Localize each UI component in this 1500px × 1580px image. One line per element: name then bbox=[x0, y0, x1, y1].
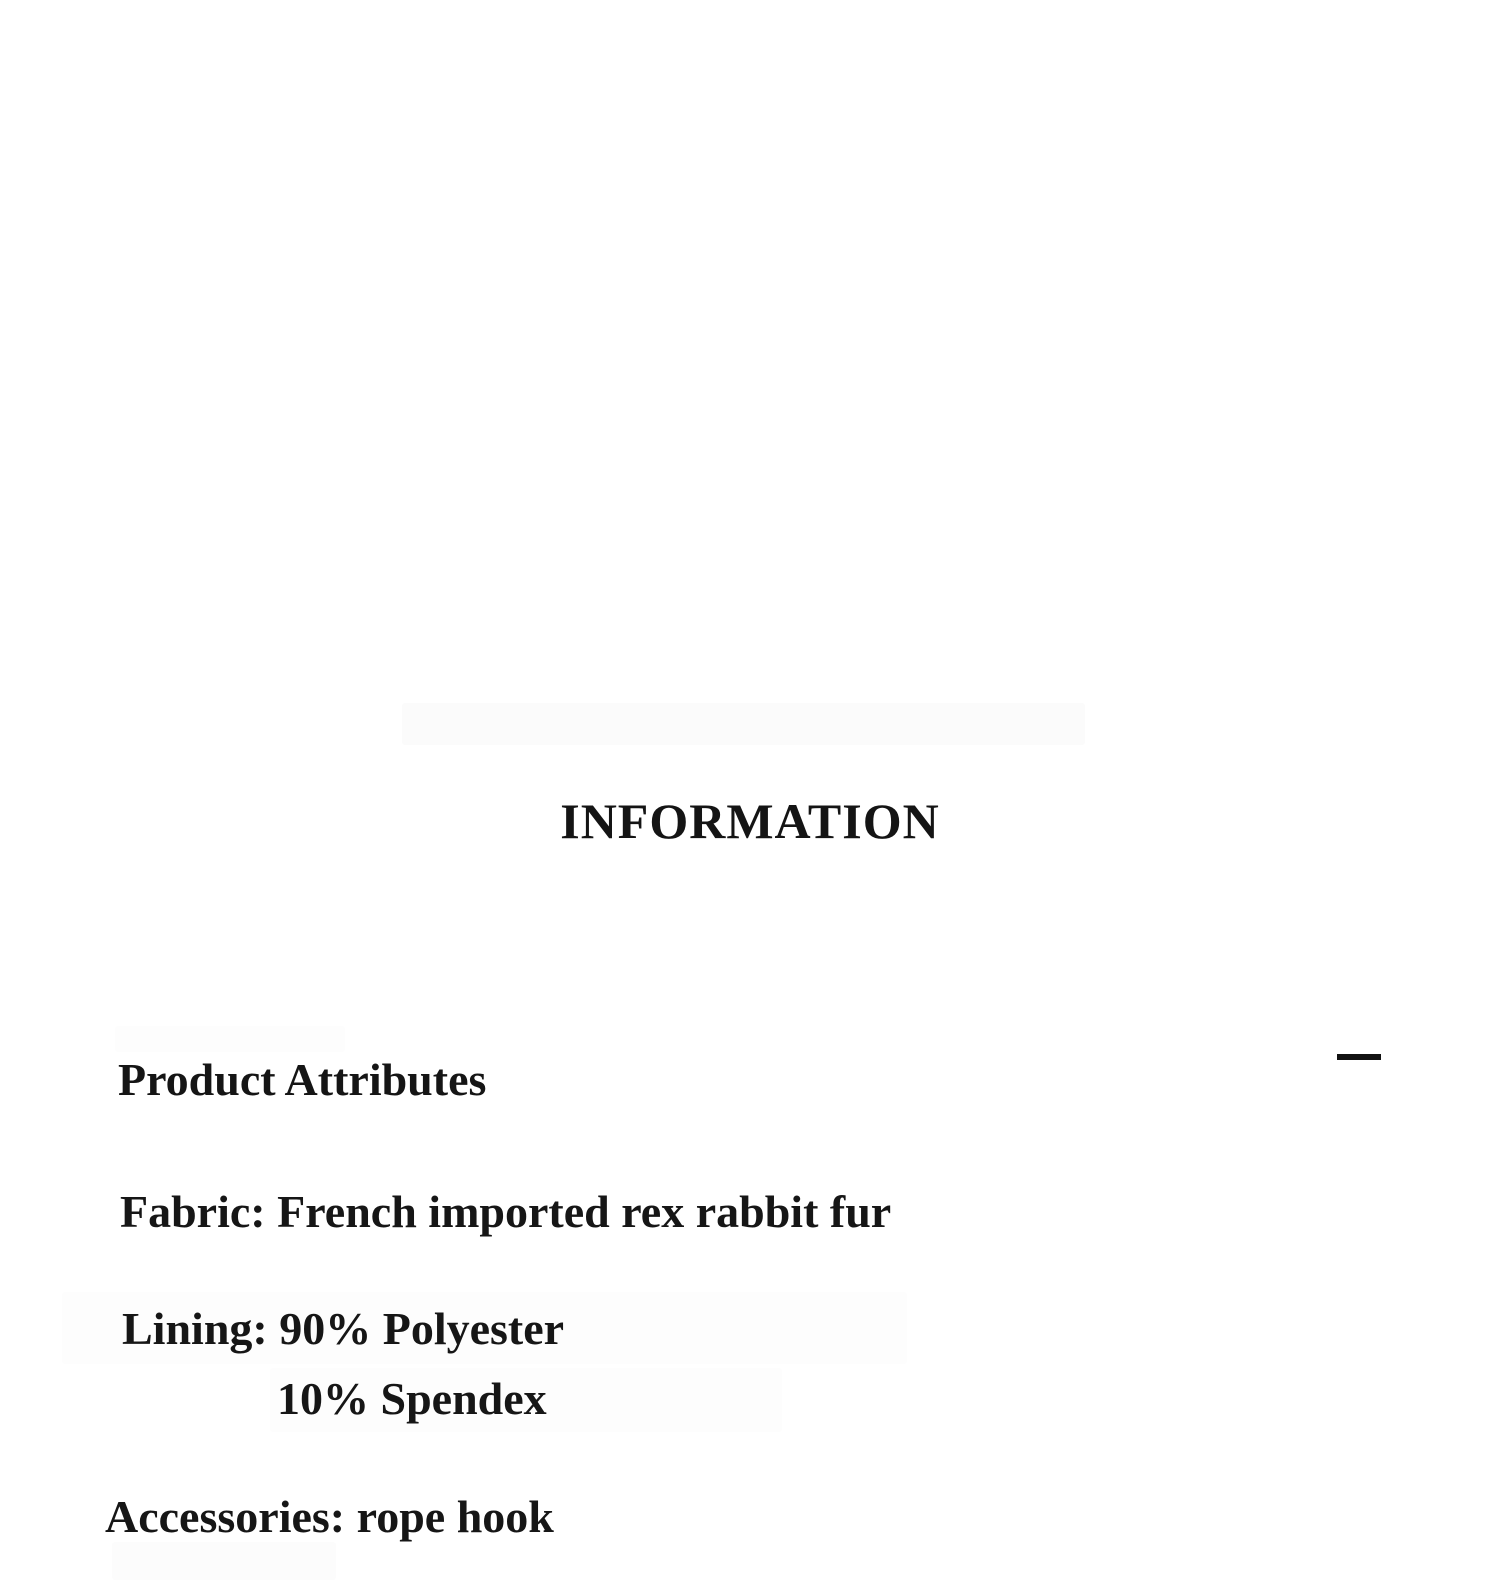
accordion-header-product-attributes[interactable] bbox=[0, 1030, 1500, 1110]
faint-band-top bbox=[402, 703, 1085, 745]
attribute-line-lining-continued: 10% Spendex bbox=[277, 1373, 547, 1424]
attribute-line-lining: Lining: 90% Polyester bbox=[122, 1303, 565, 1354]
attribute-line-accessories: Accessories: rope hook bbox=[105, 1491, 554, 1542]
attribute-line-fabric: Fabric: French imported rex rabbit fur bbox=[120, 1186, 892, 1237]
minus-icon bbox=[1337, 1054, 1381, 1060]
collapse-button[interactable] bbox=[1317, 1032, 1401, 1086]
faint-band-bottom bbox=[112, 1542, 336, 1580]
section-title: INFORMATION bbox=[560, 793, 940, 849]
accordion-title: Product Attributes bbox=[118, 1054, 487, 1105]
